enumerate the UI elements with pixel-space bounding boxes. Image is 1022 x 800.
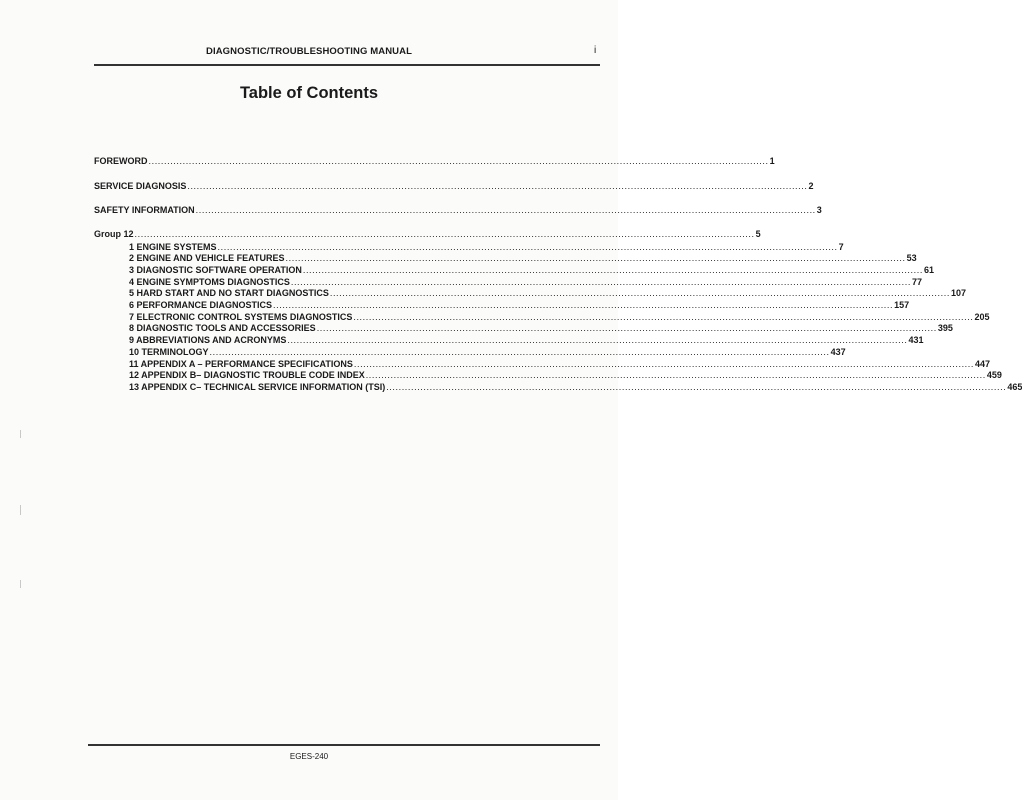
toc-entry-page: 1	[769, 156, 775, 166]
toc-entry-page: 3	[816, 205, 822, 215]
toc-chapter-entry	[129, 300, 910, 312]
toc-chapter-entry	[129, 335, 924, 347]
toc-entry-page: 447	[974, 358, 991, 369]
toc-entry-label: 2 ENGINE AND VEHICLE FEATURES	[129, 253, 285, 264]
toc-chapter-entry	[129, 358, 991, 371]
toc-entry-label: 3 DIAGNOSTIC SOFTWARE OPERATION	[129, 264, 302, 275]
header-rule	[94, 64, 600, 66]
toc-chapter-entry	[129, 370, 1002, 382]
running-header-title: DIAGNOSTIC/TROUBLESHOOTING MANUAL	[206, 46, 412, 57]
toc-leader-dots: ........................................................................................................................................................................................................	[353, 358, 974, 369]
toc-leader-dots: ........................................................................................................................................................................................................	[386, 381, 1007, 392]
scan-margin-mark	[20, 580, 21, 588]
toc-entry-page: 77	[911, 276, 922, 287]
toc-leader-dots: ........................................................................................................................................................................................................	[195, 205, 816, 215]
footer-rule	[88, 744, 600, 746]
toc-chapter-entry	[129, 276, 922, 289]
toc-entry-label: 4 ENGINE SYMPTOMS DIAGNOSTICS	[129, 276, 290, 287]
page-title: Table of Contents	[239, 84, 379, 102]
toc-entry-page: 395	[937, 323, 953, 334]
toc-entry-page: 437	[830, 346, 846, 357]
scan-margin-mark	[20, 430, 21, 438]
toc-leader-dots: ........................................................................................................................................................................................................	[285, 253, 906, 264]
toc-entry-label: Group 12	[94, 229, 134, 239]
toc-chapter-entry	[129, 288, 966, 300]
toc-entry-page: 205	[974, 311, 990, 322]
toc-entry-foreword	[94, 156, 775, 168]
toc-entry-page: 7	[838, 241, 844, 252]
toc-leader-dots: ........................................................................................................................................................................................................	[273, 300, 894, 310]
toc-leader-dots: ........................................................................................................................................................................................................	[316, 323, 937, 334]
toc-chapter-entry	[129, 264, 934, 277]
toc-entry-label: SAFETY INFORMATION	[94, 205, 195, 215]
toc-leader-dots: ........................................................................................................................................................................................................	[287, 335, 908, 346]
toc-entry-label: 11 APPENDIX A – PERFORMANCE SPECIFICATIONS	[129, 358, 353, 369]
footer-document-code: EGES-240	[289, 752, 329, 761]
toc-leader-dots: ........................................................................................................................................................................................................	[353, 311, 974, 322]
toc-entry-label: 5 HARD START AND NO START DIAGNOSTICS	[129, 288, 329, 299]
toc-entry-safety-information	[94, 205, 822, 217]
header-page-number: i	[594, 45, 597, 56]
toc-entry-page: 107	[950, 288, 966, 299]
toc-leader-dots: ........................................................................................................................................................................................................	[302, 264, 923, 275]
toc-entry-label: 6 PERFORMANCE DIAGNOSTICS	[129, 300, 273, 310]
toc-chapter-entry	[129, 323, 953, 335]
toc-entry-page: 157	[894, 300, 910, 310]
toc-entry-label: FOREWORD	[94, 156, 148, 166]
toc-chapter-entry	[129, 253, 917, 265]
toc-entry-label: SERVICE DIAGNOSIS	[94, 181, 187, 191]
scan-margin-mark	[20, 505, 21, 515]
toc-entry-group-12	[94, 229, 761, 241]
toc-leader-dots: ........................................................................................................................................................................................................	[209, 346, 830, 357]
toc-leader-dots: ........................................................................................................................................................................................................	[290, 276, 911, 287]
toc-leader-dots: ........................................................................................................................................................................................................	[187, 181, 808, 191]
toc-entry-label: 9 ABBREVIATIONS AND ACRONYMS	[129, 335, 287, 346]
toc-entry-page: 5	[755, 229, 761, 239]
toc-chapter-entry	[129, 346, 846, 359]
toc-leader-dots: ........................................................................................................................................................................................................	[217, 241, 838, 252]
toc-entry-label: 1 ENGINE SYSTEMS	[129, 241, 217, 252]
toc-entry-page: 2	[808, 181, 814, 191]
toc-chapter-entry	[129, 311, 990, 324]
toc-leader-dots: ........................................................................................................................................................................................................	[329, 288, 950, 299]
toc-leader-dots: ........................................................................................................................................................................................................	[148, 156, 769, 166]
toc-leader-dots: ........................................................................................................................................................................................................	[134, 229, 755, 239]
toc-entry-label: 12 APPENDIX B– DIAGNOSTIC TROUBLE CODE INDEX	[129, 370, 365, 381]
toc-entry-page: 53	[906, 253, 917, 264]
toc-entry-label: 7 ELECTRONIC CONTROL SYSTEMS DIAGNOSTICS	[129, 311, 353, 322]
toc-entry-page: 61	[923, 264, 934, 275]
toc-entry-page: 431	[908, 335, 924, 346]
toc-entry-service-diagnosis	[94, 181, 814, 193]
toc-entry-page: 465	[1007, 381, 1022, 392]
toc-leader-dots: ........................................................................................................................................................................................................	[365, 370, 986, 381]
toc-chapter-entry	[129, 381, 1022, 394]
toc-chapter-entry	[129, 241, 844, 254]
toc-entry-page: 459	[986, 370, 1002, 381]
toc-entry-label: 8 DIAGNOSTIC TOOLS AND ACCESSORIES	[129, 323, 316, 334]
toc-entry-label: 10 TERMINOLOGY	[129, 346, 209, 357]
toc-entry-label: 13 APPENDIX C– TECHNICAL SERVICE INFORMATION (TSI)	[129, 381, 386, 392]
